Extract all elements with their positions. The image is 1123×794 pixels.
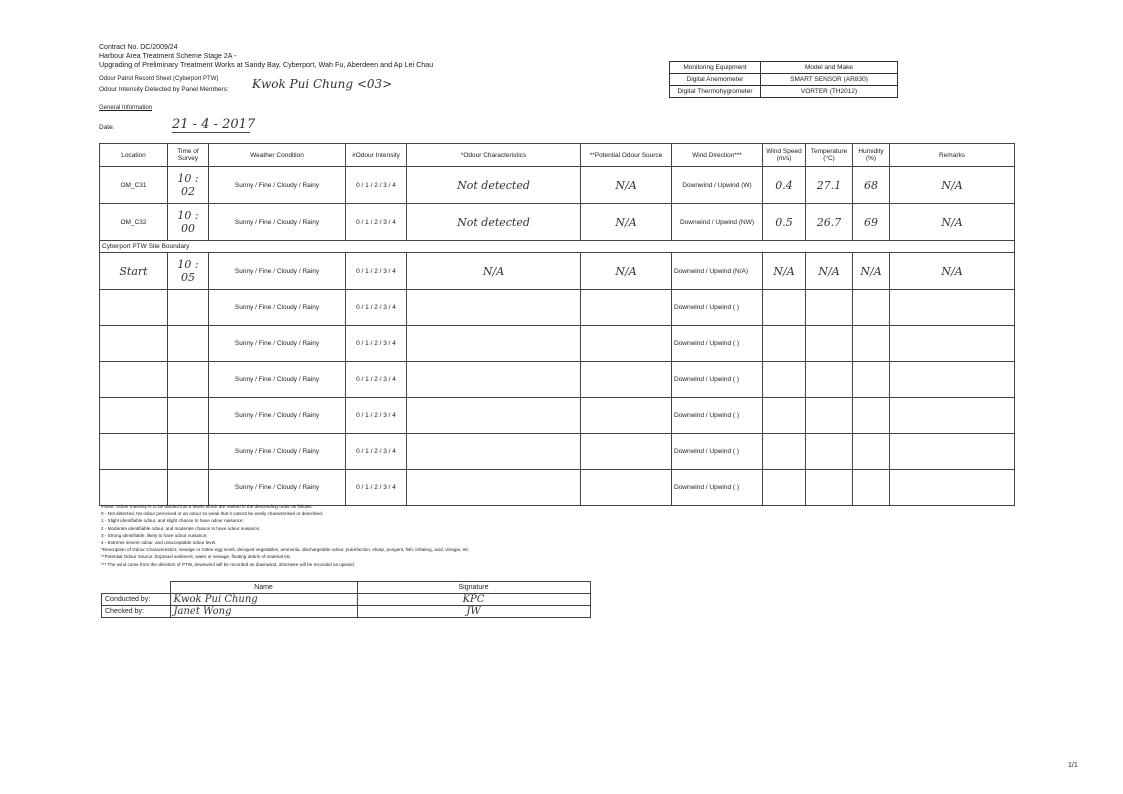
empty-row	[100, 398, 1015, 434]
col-wind-speed: Wind Speed (m/s)	[763, 144, 806, 167]
wind-direction-cell: Downwind / Upwind (W)	[672, 167, 763, 204]
note-line: 0 - Not detected. No odour perceived or an odour so weak that it cannot be easily characterised or described;	[101, 511, 323, 517]
general-info-heading: General Information	[99, 105, 153, 111]
temperature-cell: 26.7	[806, 204, 853, 241]
source-cell: N/A	[581, 253, 672, 290]
characteristics-cell: Not detected	[407, 204, 581, 241]
source-cell: N/A	[581, 204, 672, 241]
empty-row	[100, 326, 1015, 362]
contract-no: Contract No. DC/2009/24	[99, 44, 178, 51]
odour-patrol-table	[99, 143, 1015, 506]
intensity-cell: 0 / 1 / 2 / 3 / 4	[346, 290, 407, 326]
col-source: **Potential Odour Source	[581, 144, 672, 167]
remarks-cell: N/A	[890, 204, 1015, 241]
signature-header: Signature	[357, 582, 590, 594]
intensity-cell: 0 / 1 / 2 / 3 / 4	[346, 326, 407, 362]
equipment-table	[669, 61, 898, 98]
col-wind-direction: Wind Direction***	[672, 144, 763, 167]
conducted-by-name: Kwok Pui Chung	[170, 594, 357, 606]
table-row	[100, 167, 1015, 204]
wind-direction-cell: Downwind / Upwind ( )	[672, 362, 763, 398]
location-cell: OM_C31	[100, 167, 168, 204]
wind-direction-cell: Downwind / Upwind (N/A)	[672, 253, 763, 290]
col-temperature: Temperature (°C)	[806, 144, 853, 167]
name-header: Name	[170, 582, 357, 594]
wind-direction-cell: Downwind / Upwind (NW)	[672, 204, 763, 241]
sheet-title: Odour Patrol Record Sheet (Cyberport PTW)	[99, 76, 219, 82]
weather-cell: Sunny / Fine / Cloudy / Rainy	[209, 204, 346, 241]
section-row	[100, 241, 1015, 253]
time-cell: 10 : 05	[168, 253, 209, 290]
humidity-cell: 69	[853, 204, 890, 241]
wind-direction-cell: Downwind / Upwind ( )	[672, 326, 763, 362]
weather-cell: Sunny / Fine / Cloudy / Rainy	[209, 253, 346, 290]
signoff-table	[101, 581, 591, 618]
note-line: #Note: Odour Intensity is to be divided into 5 levels which are ranked in the descending order as follows:	[101, 504, 313, 509]
notes-block	[101, 503, 469, 568]
weather-cell: Sunny / Fine / Cloudy / Rainy	[209, 290, 346, 326]
characteristics-cell: Not detected	[407, 167, 581, 204]
note-line: 2 - Moderate identifiable odour, and moderate chance to have odour nuisance;	[101, 525, 261, 531]
empty-row	[100, 434, 1015, 470]
location-cell: Start	[100, 253, 168, 290]
wind-direction-cell: Downwind / Upwind ( )	[672, 470, 763, 506]
equipment-name: Digital Anemometer	[670, 74, 761, 86]
equipment-header: Monitoring Equipment	[670, 62, 761, 74]
temperature-cell: N/A	[806, 253, 853, 290]
equipment-model: SMART SENSOR (AR830)	[761, 74, 898, 86]
humidity-cell: 68	[853, 167, 890, 204]
intensity-cell: 0 / 1 / 2 / 3 / 4	[346, 204, 407, 241]
date-label: Date:	[99, 124, 115, 131]
table-row	[100, 204, 1015, 241]
empty-row	[100, 362, 1015, 398]
project-title: Upgrading of Preliminary Treatment Works at Sandy Bay, Cyberport, Wah Fu, Aberdeen and Ap Lei Chau	[99, 60, 434, 69]
note-line: 1 - Slight identifiable odour, and slight chance to have odour nuisance;	[101, 518, 244, 524]
note-line: **Potential Odour Source: Exposed sediment, water or sewage, floating debris of material etc	[101, 554, 291, 560]
wind-direction-cell: Downwind / Upwind ( )	[672, 290, 763, 326]
source-cell: N/A	[581, 167, 672, 204]
weather-cell: Sunny / Fine / Cloudy / Rainy	[209, 470, 346, 506]
empty-row	[100, 290, 1015, 326]
weather-cell: Sunny / Fine / Cloudy / Rainy	[209, 167, 346, 204]
location-cell: OM_C32	[100, 204, 168, 241]
humidity-cell: N/A	[853, 253, 890, 290]
note-line: 4 - Extreme severe odour, and unacceptable odour level.	[101, 540, 217, 546]
model-header: Model and Make	[761, 62, 898, 74]
intensity-cell: 0 / 1 / 2 / 3 / 4	[346, 398, 407, 434]
table-row	[100, 253, 1015, 290]
wind-direction-cell: Downwind / Upwind ( )	[672, 398, 763, 434]
page-number: 1/1	[1068, 762, 1078, 769]
checked-by-signature: JW	[357, 606, 590, 618]
note-line: *Description of Odour Characteristics: sewage or rotten-egg smell, decayed vegetables, ammonia, dischargeable odour, putrefaction, sharp, pungent, fish, irritating, acid, vinegar, etc	[101, 547, 469, 553]
date-value: 21 - 4 - 2017	[172, 117, 256, 132]
equipment-name: Digital Thermohygrometer	[670, 86, 761, 98]
conducted-by-signature: KPC	[357, 594, 590, 606]
weather-cell: Sunny / Fine / Cloudy / Rainy	[209, 362, 346, 398]
weather-cell: Sunny / Fine / Cloudy / Rainy	[209, 326, 346, 362]
note-line: *** The wind come from the direction of PTW, downwind will be recorded as downwind, otherwise will be recorded as upwind.	[101, 561, 355, 567]
checked-by-name: Janet Wong	[170, 606, 357, 618]
temperature-cell: 27.1	[806, 167, 853, 204]
characteristics-cell: N/A	[407, 253, 581, 290]
col-humidity: Humidity (%)	[853, 144, 890, 167]
intensity-cell: 0 / 1 / 2 / 3 / 4	[346, 167, 407, 204]
weather-cell: Sunny / Fine / Cloudy / Rainy	[209, 434, 346, 470]
wind-speed-cell: 0.5	[763, 204, 806, 241]
remarks-cell: N/A	[890, 253, 1015, 290]
panel-label: Odour Intensity Detected by Panel Members:	[99, 86, 229, 93]
wind-direction-cell: Downwind / Upwind ( )	[672, 434, 763, 470]
intensity-cell: 0 / 1 / 2 / 3 / 4	[346, 470, 407, 506]
remarks-cell: N/A	[890, 167, 1015, 204]
wind-speed-cell: N/A	[763, 253, 806, 290]
col-weather: Weather Condition	[209, 144, 346, 167]
col-remarks: Remarks	[890, 144, 1015, 167]
weather-cell: Sunny / Fine / Cloudy / Rainy	[209, 398, 346, 434]
empty-row	[100, 470, 1015, 506]
scheme-title: Harbour Area Treatment Scheme Stage 2A -	[99, 53, 237, 60]
intensity-cell: 0 / 1 / 2 / 3 / 4	[346, 434, 407, 470]
table-header-row	[100, 144, 1015, 167]
note-line: 3 - Strong identifiable, likely to have odour nuisance;	[101, 532, 208, 538]
col-location: Location	[100, 144, 168, 167]
intensity-cell: 0 / 1 / 2 / 3 / 4	[346, 253, 407, 290]
equipment-model: VORTER (TH2012)	[761, 86, 898, 98]
checked-by-label: Checked by:	[102, 606, 171, 618]
col-time: Time of Survey	[168, 144, 209, 167]
time-cell: 10 : 02	[168, 167, 209, 204]
col-intensity: #Odour Intensity	[346, 144, 407, 167]
section-label: Cyberport PTW Site Boundary	[100, 241, 1015, 253]
conducted-by-label: Conducted by:	[102, 594, 171, 606]
panel-value: Kwok Pui Chung <03>	[252, 77, 393, 91]
time-cell: 10 : 00	[168, 204, 209, 241]
intensity-cell: 0 / 1 / 2 / 3 / 4	[346, 362, 407, 398]
wind-speed-cell: 0.4	[763, 167, 806, 204]
col-characteristics: *Odour Characteristics	[407, 144, 581, 167]
